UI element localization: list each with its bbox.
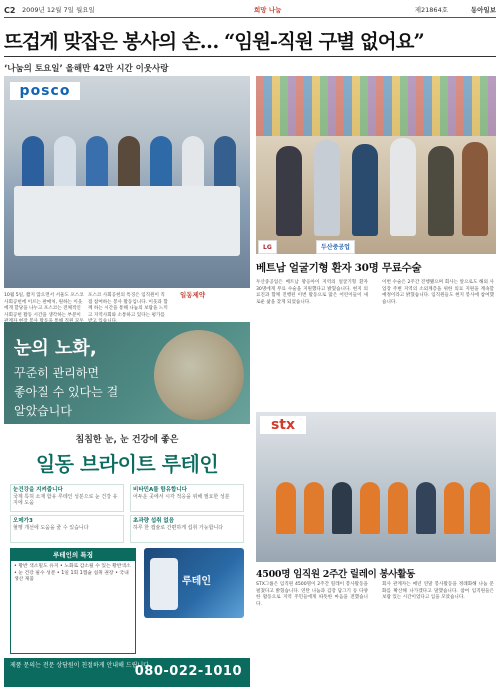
lutein-advertisement xyxy=(4,322,250,687)
feature-text: 국제 특허 소재 함유 루테인 성분으로 눈 건강 유지에 도움 xyxy=(13,493,118,506)
newspaper-page xyxy=(4,4,496,687)
company-logo: 두산중공업 xyxy=(316,240,355,254)
ad-hero-line: 꾸준히 관리하면 xyxy=(14,366,99,380)
bookshelf xyxy=(256,76,496,136)
ad-footer xyxy=(4,658,250,687)
feature-item xyxy=(130,515,244,543)
feature-item xyxy=(10,515,124,543)
page-header xyxy=(4,4,496,18)
article-col: STX그룹은 임직원 4500명이 2주간 릴레이 봉사활동을 펼쳤다고 밝혔습니다. 연탄 나눔과 김장 담그기 등 다양한 활동으로 지역 주민들에게 따뜻한 마음을 전했습니다. xyxy=(256,582,368,607)
article-col: 이번 수술은 2주간 진행됐으며 회사는 앞으로도 해외 사업장 주변 지역의 소외계층을 위한 의료 지원을 계속할 예정이라고 밝혔습니다. 임직원들도 현지 봉사에 참여했습니다. xyxy=(382,280,494,305)
article-col: 포스코 사회공헌의 특징은 임직원이 직접 참여하는 봉사 활동입니다. 이웃과 함께 하는 시간을 통해 나눔의 보람을 느끼고 지역사회와 소통하고 있다는 평가를 xyxy=(88,293,168,318)
stx-headline: 4500명 임직원 2주간 릴레이 봉사활동 xyxy=(256,569,415,580)
ad-hero-line: 좋아질 수 있다는 걸 xyxy=(14,385,119,399)
company-logos xyxy=(256,240,496,254)
product-package xyxy=(144,548,244,618)
person-figure xyxy=(428,146,454,236)
section-name: 희망 나눔 xyxy=(254,6,282,14)
article-col: 10월 5일, 짧지 않으면서 서울도 포스코 사회공헌에 이르는 판매처, 원하는 이웃에게 할당을 나누고 포스코는 전체적인 사회공헌 활동 시간을 생각하는 부분이 xyxy=(4,293,84,318)
feature-title: 오메가3 xyxy=(13,518,33,524)
ad-hero-line: 알았습니다 xyxy=(14,404,72,418)
posco-volunteer-photo xyxy=(4,76,250,288)
ad-features xyxy=(10,484,244,544)
volunteer-figure xyxy=(332,482,352,534)
volunteer-figure xyxy=(470,482,490,534)
person-figure xyxy=(462,142,488,236)
work-table xyxy=(14,186,240,256)
ad-product-name: 일동 브라이트 루테인 xyxy=(35,452,219,476)
ad-info-box xyxy=(10,548,136,654)
sponsor-logo: 일동제약 xyxy=(180,291,206,299)
ad-tagline: 침침한 눈, 눈 건강에 좋은 xyxy=(75,435,179,445)
person-figure xyxy=(390,138,416,236)
package-label: 루테인 xyxy=(182,576,211,587)
paper-name: 동아일보 xyxy=(470,6,496,14)
article-col: 두산중공업은 베트남 꽝응아이 지역의 얼굴기형 환자 30명에게 무료 수술을 지원했다고 밝혔습니다. 현지 의료진과 함께 진행된 이번 활동으로 많은 어린이들이 새로운 삶을 찾게 되었습니다. xyxy=(256,280,368,305)
volunteer-figure xyxy=(276,482,296,534)
vietnam-surgery-photo xyxy=(256,76,496,254)
person-figure xyxy=(276,146,302,236)
stx-article xyxy=(256,582,496,687)
posco-logo: posco xyxy=(10,82,80,100)
feature-title: 비타민A를 함유합니다 xyxy=(133,487,187,493)
info-box-title: 루테인의 특징 xyxy=(11,549,135,561)
ad-hero xyxy=(4,322,250,424)
volunteer-figure xyxy=(444,482,464,534)
ad-hero-line: 눈의 노화, xyxy=(14,338,97,359)
issue-date: 2009년 12월 7일 월요일 xyxy=(22,6,95,14)
page-headline: 뜨겁게 맞잡은 봉사의 손… “임원-직원 구별 없어요” xyxy=(4,30,424,53)
ad-phone-number: 080-022-1010 xyxy=(134,664,242,679)
headline-rule xyxy=(4,56,496,57)
edition-number: 제21864호 xyxy=(414,6,448,14)
volunteer-figure xyxy=(416,482,436,534)
couple-image xyxy=(154,330,244,420)
ad-hero-copy xyxy=(14,334,118,419)
feature-text: 어두운 곳에서 시각 적응을 위해 필요한 성분 xyxy=(133,493,230,500)
page-number: C2 xyxy=(4,6,16,15)
feature-title: 초과량 섭취 없음 xyxy=(133,518,175,524)
ad-footer-text: 제품 문의는 전문 상담원이 친절하게 안내해 드립니다 xyxy=(10,662,149,669)
bottle-image xyxy=(150,558,178,610)
volunteer-figure xyxy=(360,482,380,534)
volunteer-figure xyxy=(388,482,408,534)
ad-product-title xyxy=(4,424,250,484)
feature-text: 혈행 개선에 도움을 줄 수 있습니다 xyxy=(13,524,89,531)
info-box-text: • 황반 색소밀도 유지 • 노화로 감소될 수 있는 황반색소 • 눈 건강 필수 성분 • 1일 1회 1캡슐 섭취 권장 • 국내 생산 제품 xyxy=(14,564,131,583)
feature-item xyxy=(10,484,124,512)
stx-logo: stx xyxy=(260,416,306,434)
feature-title: 눈건강을 지켜줍니다 xyxy=(13,487,63,493)
person-figure xyxy=(352,144,378,236)
page-subheadline: ‘나눔의 토요일’ 올해만 42만 시간 이웃사랑 xyxy=(4,64,169,74)
posco-article-body xyxy=(4,293,250,321)
dusan-headline: 베트남 얼굴기형 환자 30명 무료수술 xyxy=(256,262,422,274)
dusan-article xyxy=(256,280,496,410)
article-col: 회사 관계자는 매년 연말 봉사활동을 정례화해 나눔 문화를 확산해 나가겠다고 말했습니다. 참여 임직원들은 보람 있는 시간이었다고 입을 모았습니다. xyxy=(382,582,494,601)
feature-text: 하루 한 캡슐로 간편하게 섭취 가능합니다 xyxy=(133,524,224,531)
stx-volunteer-photo xyxy=(256,412,496,562)
company-logo: LG xyxy=(258,240,277,254)
feature-item xyxy=(130,484,244,512)
volunteer-figure xyxy=(304,482,324,534)
person-figure xyxy=(314,140,340,236)
